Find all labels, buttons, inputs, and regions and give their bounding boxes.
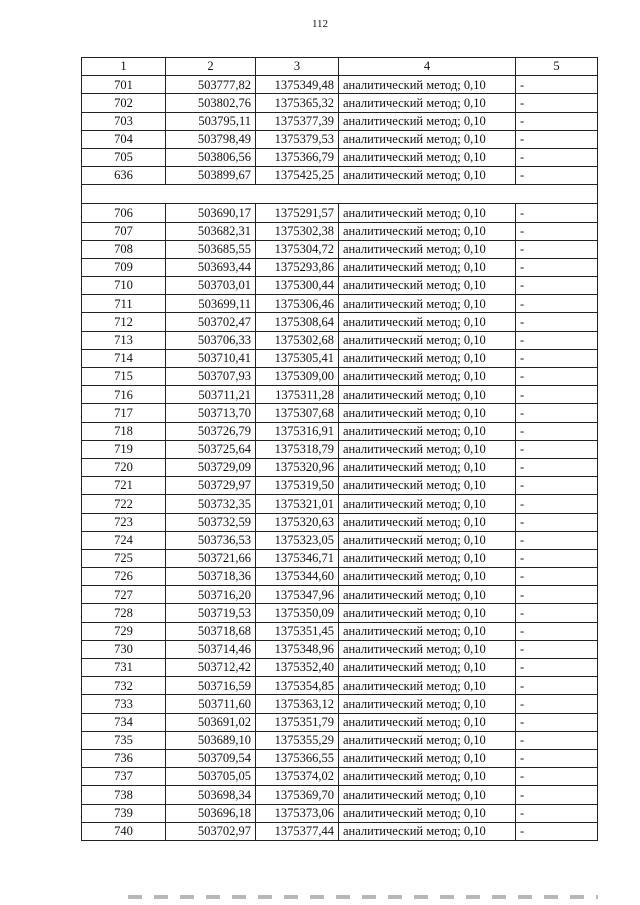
y-coordinate-cell: 1375373,06 (256, 804, 339, 822)
point-number-cell: 705 (82, 148, 166, 166)
x-coordinate-cell: 503682,31 (166, 222, 256, 240)
y-coordinate-cell: 1375352,40 (256, 659, 339, 677)
point-number-cell: 721 (82, 477, 166, 495)
method-accuracy-cell: аналитический метод; 0,10 (339, 94, 516, 112)
column-header-3: 3 (256, 58, 339, 76)
note-cell: - (516, 130, 598, 148)
table-row (82, 677, 598, 695)
note-cell: - (516, 568, 598, 586)
note-cell: - (516, 458, 598, 476)
y-coordinate-cell: 1375379,53 (256, 130, 339, 148)
note-cell: - (516, 604, 598, 622)
point-number-cell: 733 (82, 695, 166, 713)
x-coordinate-cell: 503711,21 (166, 386, 256, 404)
y-coordinate-cell: 1375350,09 (256, 604, 339, 622)
column-header-5: 5 (516, 58, 598, 76)
x-coordinate-cell: 503732,59 (166, 513, 256, 531)
table-row (82, 749, 598, 767)
x-coordinate-cell: 503711,60 (166, 695, 256, 713)
point-number-cell: 706 (82, 204, 166, 222)
y-coordinate-cell: 1375366,79 (256, 148, 339, 166)
method-accuracy-cell: аналитический метод; 0,10 (339, 659, 516, 677)
x-coordinate-cell: 503710,41 (166, 349, 256, 367)
x-coordinate-cell: 503719,53 (166, 604, 256, 622)
table-row (82, 422, 598, 440)
method-accuracy-cell: аналитический метод; 0,10 (339, 568, 516, 586)
point-number-cell: 734 (82, 713, 166, 731)
x-coordinate-cell: 503725,64 (166, 440, 256, 458)
column-header-4: 4 (339, 58, 516, 76)
method-accuracy-cell: аналитический метод; 0,10 (339, 458, 516, 476)
y-coordinate-cell: 1375305,41 (256, 349, 339, 367)
y-coordinate-cell: 1375425,25 (256, 167, 339, 185)
y-coordinate-cell: 1375351,45 (256, 622, 339, 640)
method-accuracy-cell: аналитический метод; 0,10 (339, 531, 516, 549)
table-row (82, 222, 598, 240)
x-coordinate-cell: 503702,47 (166, 313, 256, 331)
method-accuracy-cell: аналитический метод; 0,10 (339, 513, 516, 531)
column-header-1: 1 (82, 58, 166, 76)
point-number-cell: 739 (82, 804, 166, 822)
note-cell: - (516, 477, 598, 495)
point-number-cell: 735 (82, 731, 166, 749)
method-accuracy-cell: аналитический метод; 0,10 (339, 768, 516, 786)
table-row (82, 586, 598, 604)
method-accuracy-cell: аналитический метод; 0,10 (339, 695, 516, 713)
method-accuracy-cell: аналитический метод; 0,10 (339, 822, 516, 840)
y-coordinate-cell: 1375302,68 (256, 331, 339, 349)
y-coordinate-cell: 1375302,38 (256, 222, 339, 240)
y-coordinate-cell: 1375300,44 (256, 277, 339, 295)
method-accuracy-cell: аналитический метод; 0,10 (339, 112, 516, 130)
point-number-cell: 725 (82, 549, 166, 567)
table-row (82, 130, 598, 148)
note-cell: - (516, 640, 598, 658)
point-number-cell: 704 (82, 130, 166, 148)
point-number-cell: 738 (82, 786, 166, 804)
point-number-cell: 723 (82, 513, 166, 531)
method-accuracy-cell: аналитический метод; 0,10 (339, 167, 516, 185)
y-coordinate-cell: 1375316,91 (256, 422, 339, 440)
point-number-cell: 711 (82, 295, 166, 313)
method-accuracy-cell: аналитический метод; 0,10 (339, 295, 516, 313)
y-coordinate-cell: 1375304,72 (256, 240, 339, 258)
table-row (82, 695, 598, 713)
x-coordinate-cell: 503705,05 (166, 768, 256, 786)
x-coordinate-cell: 503706,33 (166, 331, 256, 349)
x-coordinate-cell: 503729,97 (166, 477, 256, 495)
method-accuracy-cell: аналитический метод; 0,10 (339, 404, 516, 422)
y-coordinate-cell: 1375323,05 (256, 531, 339, 549)
y-coordinate-cell: 1375308,64 (256, 313, 339, 331)
note-cell: - (516, 349, 598, 367)
point-number-cell: 720 (82, 458, 166, 476)
point-number-cell: 740 (82, 822, 166, 840)
point-number-cell: 731 (82, 659, 166, 677)
table-row (82, 822, 598, 840)
note-cell: - (516, 513, 598, 531)
method-accuracy-cell: аналитический метод; 0,10 (339, 713, 516, 731)
x-coordinate-cell: 503690,17 (166, 204, 256, 222)
note-cell: - (516, 94, 598, 112)
table-row (82, 331, 598, 349)
point-number-cell: 714 (82, 349, 166, 367)
note-cell: - (516, 313, 598, 331)
method-accuracy-cell: аналитический метод; 0,10 (339, 313, 516, 331)
x-coordinate-cell: 503721,66 (166, 549, 256, 567)
table-row (82, 513, 598, 531)
note-cell: - (516, 258, 598, 276)
table-row (82, 604, 598, 622)
y-coordinate-cell: 1375307,68 (256, 404, 339, 422)
table-row (82, 640, 598, 658)
note-cell: - (516, 240, 598, 258)
note-cell: - (516, 822, 598, 840)
table-row (82, 404, 598, 422)
method-accuracy-cell: аналитический метод; 0,10 (339, 622, 516, 640)
method-accuracy-cell: аналитический метод; 0,10 (339, 331, 516, 349)
y-coordinate-cell: 1375291,57 (256, 204, 339, 222)
coordinates-table (81, 57, 598, 841)
y-coordinate-cell: 1375344,60 (256, 568, 339, 586)
y-coordinate-cell: 1375349,48 (256, 76, 339, 94)
y-coordinate-cell: 1375355,29 (256, 731, 339, 749)
table-row (82, 258, 598, 276)
point-number-cell: 710 (82, 277, 166, 295)
point-number-cell: 718 (82, 422, 166, 440)
table-row (82, 731, 598, 749)
table-row (82, 768, 598, 786)
note-cell: - (516, 277, 598, 295)
point-number-cell: 728 (82, 604, 166, 622)
point-number-cell: 727 (82, 586, 166, 604)
note-cell: - (516, 386, 598, 404)
table-row (82, 313, 598, 331)
method-accuracy-cell: аналитический метод; 0,10 (339, 440, 516, 458)
x-coordinate-cell: 503702,97 (166, 822, 256, 840)
y-coordinate-cell: 1375306,46 (256, 295, 339, 313)
x-coordinate-cell: 503729,09 (166, 458, 256, 476)
x-coordinate-cell: 503732,35 (166, 495, 256, 513)
table-row (82, 204, 598, 222)
method-accuracy-cell: аналитический метод; 0,10 (339, 76, 516, 94)
table-row (82, 440, 598, 458)
point-number-cell: 707 (82, 222, 166, 240)
note-cell: - (516, 768, 598, 786)
table-row (82, 148, 598, 166)
method-accuracy-cell: аналитический метод; 0,10 (339, 749, 516, 767)
x-coordinate-cell: 503718,36 (166, 568, 256, 586)
table-row (82, 458, 598, 476)
note-cell: - (516, 695, 598, 713)
method-accuracy-cell: аналитический метод; 0,10 (339, 549, 516, 567)
point-number-cell: 708 (82, 240, 166, 258)
table-row (82, 295, 598, 313)
point-number-cell: 732 (82, 677, 166, 695)
method-accuracy-cell: аналитический метод; 0,10 (339, 786, 516, 804)
y-coordinate-cell: 1375351,79 (256, 713, 339, 731)
separator-cell (82, 185, 598, 204)
point-number-cell: 703 (82, 112, 166, 130)
x-coordinate-cell: 503707,93 (166, 368, 256, 386)
method-accuracy-cell: аналитический метод; 0,10 (339, 422, 516, 440)
point-number-cell: 719 (82, 440, 166, 458)
table-row (82, 76, 598, 94)
point-number-cell: 716 (82, 386, 166, 404)
table-row (82, 531, 598, 549)
method-accuracy-cell: аналитический метод; 0,10 (339, 222, 516, 240)
x-coordinate-cell: 503716,59 (166, 677, 256, 695)
x-coordinate-cell: 503693,44 (166, 258, 256, 276)
point-number-cell: 726 (82, 568, 166, 586)
y-coordinate-cell: 1375365,32 (256, 94, 339, 112)
note-cell: - (516, 204, 598, 222)
note-cell: - (516, 76, 598, 94)
point-number-cell: 715 (82, 368, 166, 386)
point-number-cell: 736 (82, 749, 166, 767)
method-accuracy-cell: аналитический метод; 0,10 (339, 495, 516, 513)
x-coordinate-cell: 503795,11 (166, 112, 256, 130)
note-cell: - (516, 786, 598, 804)
x-coordinate-cell: 503798,49 (166, 130, 256, 148)
method-accuracy-cell: аналитический метод; 0,10 (339, 586, 516, 604)
point-number-cell: 729 (82, 622, 166, 640)
method-accuracy-cell: аналитический метод; 0,10 (339, 277, 516, 295)
y-coordinate-cell: 1375311,28 (256, 386, 339, 404)
note-cell: - (516, 112, 598, 130)
y-coordinate-cell: 1375318,79 (256, 440, 339, 458)
x-coordinate-cell: 503691,02 (166, 713, 256, 731)
x-coordinate-cell: 503736,53 (166, 531, 256, 549)
point-number-cell: 717 (82, 404, 166, 422)
note-cell: - (516, 531, 598, 549)
x-coordinate-cell: 503698,34 (166, 786, 256, 804)
note-cell: - (516, 422, 598, 440)
note-cell: - (516, 222, 598, 240)
table-row (82, 713, 598, 731)
point-number-cell: 636 (82, 167, 166, 185)
note-cell: - (516, 440, 598, 458)
method-accuracy-cell: аналитический метод; 0,10 (339, 386, 516, 404)
point-number-cell: 730 (82, 640, 166, 658)
y-coordinate-cell: 1375354,85 (256, 677, 339, 695)
method-accuracy-cell: аналитический метод; 0,10 (339, 240, 516, 258)
note-cell: - (516, 495, 598, 513)
method-accuracy-cell: аналитический метод; 0,10 (339, 804, 516, 822)
x-coordinate-cell: 503726,79 (166, 422, 256, 440)
note-cell: - (516, 167, 598, 185)
y-coordinate-cell: 1375363,12 (256, 695, 339, 713)
x-coordinate-cell: 503718,68 (166, 622, 256, 640)
point-number-cell: 713 (82, 331, 166, 349)
x-coordinate-cell: 503777,82 (166, 76, 256, 94)
table-row (82, 112, 598, 130)
point-number-cell: 712 (82, 313, 166, 331)
table-row (82, 167, 598, 185)
note-cell: - (516, 404, 598, 422)
y-coordinate-cell: 1375321,01 (256, 495, 339, 513)
table-separator-row (82, 185, 598, 204)
table-row (82, 277, 598, 295)
x-coordinate-cell: 503806,56 (166, 148, 256, 166)
x-coordinate-cell: 503899,67 (166, 167, 256, 185)
method-accuracy-cell: аналитический метод; 0,10 (339, 258, 516, 276)
note-cell: - (516, 549, 598, 567)
y-coordinate-cell: 1375309,00 (256, 368, 339, 386)
method-accuracy-cell: аналитический метод; 0,10 (339, 204, 516, 222)
y-coordinate-cell: 1375347,96 (256, 586, 339, 604)
note-cell: - (516, 622, 598, 640)
point-number-cell: 722 (82, 495, 166, 513)
point-number-cell: 737 (82, 768, 166, 786)
note-cell: - (516, 677, 598, 695)
footer-scan-artifact (128, 895, 598, 899)
x-coordinate-cell: 503685,55 (166, 240, 256, 258)
note-cell: - (516, 148, 598, 166)
point-number-cell: 702 (82, 94, 166, 112)
y-coordinate-cell: 1375319,50 (256, 477, 339, 495)
page-number: 112 (311, 18, 329, 30)
note-cell: - (516, 749, 598, 767)
table-row (82, 495, 598, 513)
method-accuracy-cell: аналитический метод; 0,10 (339, 130, 516, 148)
table-row (82, 94, 598, 112)
note-cell: - (516, 731, 598, 749)
x-coordinate-cell: 503712,42 (166, 659, 256, 677)
point-number-cell: 701 (82, 76, 166, 94)
x-coordinate-cell: 503714,46 (166, 640, 256, 658)
x-coordinate-cell: 503716,20 (166, 586, 256, 604)
y-coordinate-cell: 1375346,71 (256, 549, 339, 567)
y-coordinate-cell: 1375366,55 (256, 749, 339, 767)
x-coordinate-cell: 503713,70 (166, 404, 256, 422)
method-accuracy-cell: аналитический метод; 0,10 (339, 349, 516, 367)
note-cell: - (516, 368, 598, 386)
method-accuracy-cell: аналитический метод; 0,10 (339, 640, 516, 658)
method-accuracy-cell: аналитический метод; 0,10 (339, 677, 516, 695)
method-accuracy-cell: аналитический метод; 0,10 (339, 368, 516, 386)
note-cell: - (516, 804, 598, 822)
y-coordinate-cell: 1375377,39 (256, 112, 339, 130)
x-coordinate-cell: 503696,18 (166, 804, 256, 822)
note-cell: - (516, 659, 598, 677)
x-coordinate-cell: 503689,10 (166, 731, 256, 749)
method-accuracy-cell: аналитический метод; 0,10 (339, 477, 516, 495)
table-row (82, 349, 598, 367)
column-header-2: 2 (166, 58, 256, 76)
table-row (82, 659, 598, 677)
point-number-cell: 724 (82, 531, 166, 549)
point-number-cell: 709 (82, 258, 166, 276)
method-accuracy-cell: аналитический метод; 0,10 (339, 731, 516, 749)
x-coordinate-cell: 503699,11 (166, 295, 256, 313)
table-row (82, 477, 598, 495)
note-cell: - (516, 295, 598, 313)
note-cell: - (516, 331, 598, 349)
table-row (82, 240, 598, 258)
table-row (82, 786, 598, 804)
table-header-row (82, 58, 598, 76)
x-coordinate-cell: 503709,54 (166, 749, 256, 767)
x-coordinate-cell: 503802,76 (166, 94, 256, 112)
table-row (82, 368, 598, 386)
y-coordinate-cell: 1375348,96 (256, 640, 339, 658)
table-row (82, 386, 598, 404)
y-coordinate-cell: 1375293,86 (256, 258, 339, 276)
method-accuracy-cell: аналитический метод; 0,10 (339, 604, 516, 622)
table-row (82, 568, 598, 586)
x-coordinate-cell: 503703,01 (166, 277, 256, 295)
y-coordinate-cell: 1375369,70 (256, 786, 339, 804)
table-row (82, 622, 598, 640)
table-body (82, 76, 598, 841)
y-coordinate-cell: 1375320,96 (256, 458, 339, 476)
y-coordinate-cell: 1375377,44 (256, 822, 339, 840)
method-accuracy-cell: аналитический метод; 0,10 (339, 148, 516, 166)
note-cell: - (516, 713, 598, 731)
table-row (82, 549, 598, 567)
table-row (82, 804, 598, 822)
y-coordinate-cell: 1375320,63 (256, 513, 339, 531)
note-cell: - (516, 586, 598, 604)
y-coordinate-cell: 1375374,02 (256, 768, 339, 786)
